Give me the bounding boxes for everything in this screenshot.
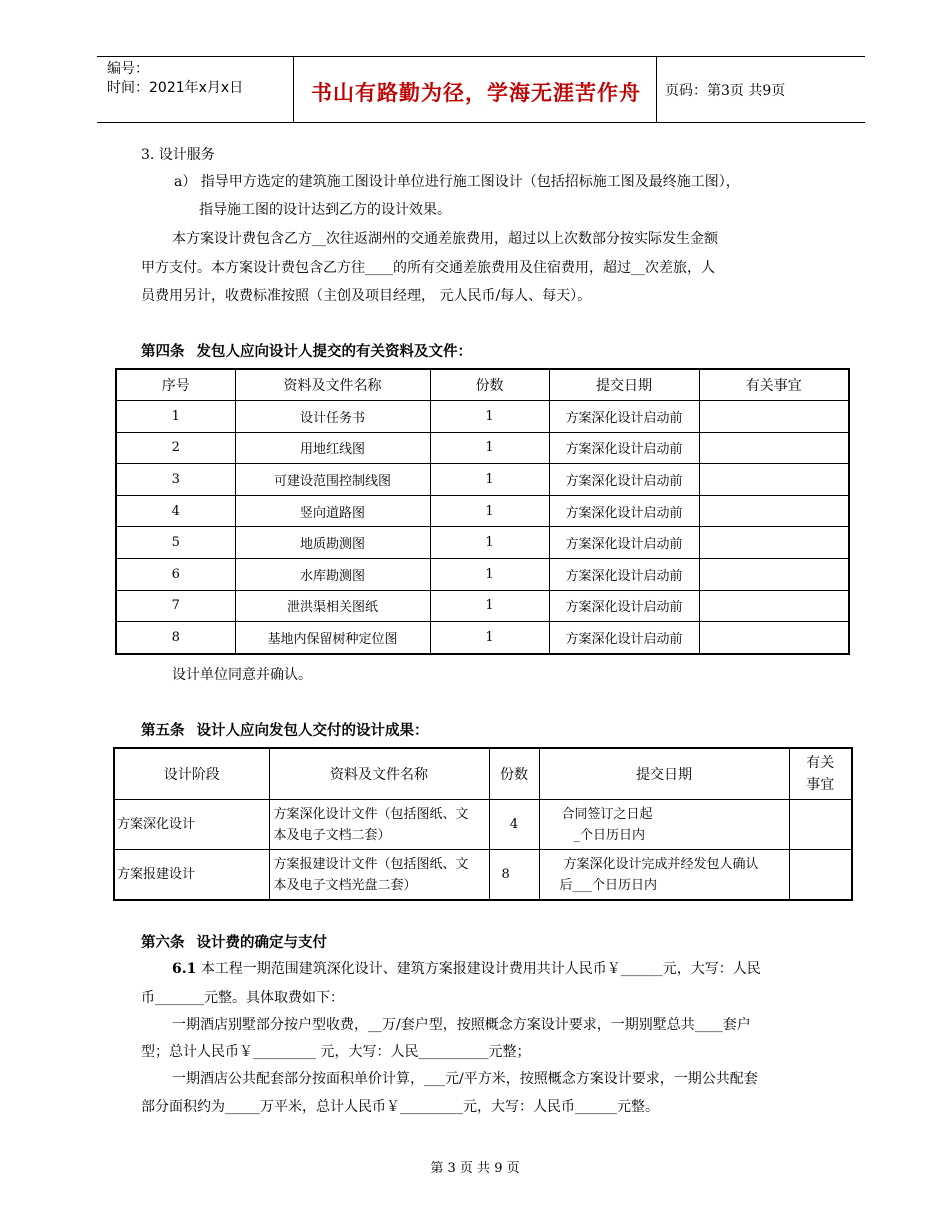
cell-copies: 8	[489, 850, 539, 901]
clause-6-1-line2: 币_______元整。具体取费如下：	[141, 990, 344, 1006]
villa-fee-line2: 型；总计人民币￥_________ 元，大写：人民__________元整；	[141, 1044, 531, 1060]
article-4-confirmation: 设计单位同意并确认。	[172, 667, 312, 683]
cell-note	[789, 850, 852, 901]
cell-name-line1: 方案报建设计文件（包括图纸、文	[273, 856, 469, 872]
section-3-item-a-line2: 指导施工图的设计达到乙方的设计效果。	[199, 202, 451, 218]
cell-date: 方案深化设计启动前	[549, 401, 699, 433]
public-fee-line2: 部分面积约为_____万平米，总计人民币￥_________元，大写：人民币______元整。	[141, 1099, 659, 1115]
cell-name	[269, 850, 489, 901]
cell-note	[699, 401, 849, 433]
cell-name: 泄洪渠相关图纸	[235, 590, 430, 622]
cell-date-line2: 后___个日历日内	[559, 877, 658, 893]
cell-name-line2: 本及电子文档二套）	[273, 827, 391, 843]
cell-no: 3	[116, 464, 235, 496]
col-header-date: 提交日期	[539, 748, 789, 800]
header-divider-right	[656, 56, 657, 122]
cell-copies: 1	[430, 401, 549, 433]
cell-copies: 1	[430, 495, 549, 527]
cell-no: 1	[116, 401, 235, 433]
cell-no: 7	[116, 590, 235, 622]
fee-paragraph-line1: 本方案设计费包含乙方__次往返湖州的交通差旅费用，超过以上次数部分按实际发生金额	[172, 231, 718, 247]
cell-date: 方案深化设计启动前	[549, 464, 699, 496]
cell-copies: 1	[430, 432, 549, 464]
cell-copies: 1	[430, 590, 549, 622]
col-header-date: 提交日期	[549, 369, 699, 401]
table-row	[116, 590, 849, 622]
cell-date	[539, 850, 789, 901]
clause-6-1-number: 6.1	[172, 961, 197, 977]
cell-date	[539, 800, 789, 850]
table-row	[114, 800, 852, 850]
cell-note	[699, 464, 849, 496]
cell-date: 方案深化设计启动前	[549, 432, 699, 464]
article-4-label: 第四条	[141, 344, 185, 360]
col-header-stage: 设计阶段	[114, 748, 269, 800]
cell-stage: 方案深化设计	[114, 800, 269, 850]
article-4-table	[115, 368, 850, 655]
cell-copies: 1	[430, 464, 549, 496]
col-header-copies: 份数	[489, 748, 539, 800]
table-row	[116, 432, 849, 464]
col-header-name: 资料及文件名称	[269, 748, 489, 800]
header-divider-left	[293, 56, 294, 122]
villa-fee-line1: 一期酒店别墅部分按户型收费，__万/套户型，按照概念方案设计要求，一期别墅总共____套户	[172, 1017, 751, 1033]
cell-date: 方案深化设计启动前	[549, 590, 699, 622]
article-4-title: 发包人应向设计人提交的有关资料及文件：	[196, 344, 472, 360]
footer-page-number: 第 3 页 共 9 页	[430, 1161, 520, 1176]
header-code: 编号：	[107, 61, 149, 77]
cell-note	[699, 590, 849, 622]
cell-name: 地质勘测图	[235, 527, 430, 559]
cell-date-line1: 方案深化设计完成并经发包人确认	[563, 856, 759, 872]
header-bottom-rule	[97, 122, 865, 123]
cell-no: 8	[116, 622, 235, 654]
cell-note	[699, 527, 849, 559]
cell-date: 方案深化设计启动前	[549, 622, 699, 654]
cell-note	[789, 800, 852, 850]
cell-name	[269, 800, 489, 850]
table-header-row	[114, 748, 852, 800]
table-row	[116, 558, 849, 590]
header-motto: 书山有路勤为径，学海无涯苦作舟	[311, 81, 641, 105]
public-fee-line1: 一期酒店公共配套部分按面积单价计算，___元/平方米，按照概念方案设计要求，一期公共配套	[172, 1071, 758, 1087]
article-6-heading	[141, 931, 327, 952]
cell-date: 方案深化设计启动前	[549, 527, 699, 559]
section-3-title: 3. 设计服务	[141, 147, 215, 163]
table-row	[116, 622, 849, 654]
clause-6-1-text: 本工程一期范围建筑深化设计、建筑方案报建设计费用共计人民币￥______元，大写：人民	[200, 961, 761, 977]
table-row	[116, 401, 849, 433]
table-row	[116, 464, 849, 496]
col-header-name: 资料及文件名称	[235, 369, 430, 401]
article-6-label: 第六条	[141, 935, 185, 951]
cell-note	[699, 495, 849, 527]
article-5-table	[113, 747, 853, 901]
cell-copies: 1	[430, 622, 549, 654]
cell-no: 6	[116, 558, 235, 590]
cell-name-line2: 本及电子文档光盘二套）	[273, 877, 417, 893]
cell-note	[699, 622, 849, 654]
cell-name: 水库勘测图	[235, 558, 430, 590]
article-5-label: 第五条	[141, 723, 185, 739]
col-header-no: 序号	[116, 369, 235, 401]
cell-date-line2: _个日历日内	[573, 827, 646, 843]
cell-no: 5	[116, 527, 235, 559]
cell-copies: 1	[430, 558, 549, 590]
cell-no: 4	[116, 495, 235, 527]
cell-name: 竖向道路图	[235, 495, 430, 527]
fee-paragraph-line2: 甲方支付。本方案设计费包含乙方往____的所有交通差旅费用及住宿费用，超过__次差旅，人	[141, 260, 715, 276]
cell-date-line1: 合同签订之日起	[561, 806, 653, 822]
cell-name: 设计任务书	[235, 401, 430, 433]
table-row	[116, 527, 849, 559]
cell-note	[699, 558, 849, 590]
cell-date: 方案深化设计启动前	[549, 558, 699, 590]
cell-name: 基地内保留树种定位图	[235, 622, 430, 654]
table-row	[114, 850, 852, 901]
header-time: 时间：2021年x月x日	[107, 80, 244, 96]
article-5-heading	[141, 719, 429, 740]
cell-no: 2	[116, 432, 235, 464]
article-4-heading	[141, 340, 472, 361]
cell-copies: 4	[489, 800, 539, 850]
cell-stage: 方案报建设计	[114, 850, 269, 901]
col-header-note: 有关事宜	[699, 369, 849, 401]
cell-note	[699, 432, 849, 464]
table-header-row	[116, 369, 849, 401]
header-top-rule	[97, 56, 865, 57]
cell-name: 可建设范围控制线图	[235, 464, 430, 496]
clause-6-1-line1	[172, 959, 761, 979]
table-row	[116, 495, 849, 527]
cell-date: 方案深化设计启动前	[549, 495, 699, 527]
cell-name-line1: 方案深化设计文件（包括图纸、文	[273, 806, 469, 822]
article-6-title: 设计费的确定与支付	[196, 935, 327, 951]
fee-paragraph-line3: 员费用另计，收费标准按照（主创及项目经理， 元人民币/每人、每天）。	[141, 288, 592, 304]
cell-copies: 1	[430, 527, 549, 559]
cell-name: 用地红线图	[235, 432, 430, 464]
section-3-item-a-line1: a） 指导甲方选定的建筑施工图设计单位进行施工图设计（包括招标施工图及最终施工图），	[174, 174, 740, 190]
col-header-copies: 份数	[430, 369, 549, 401]
header-page-number: 页码：第3页 共9页	[665, 83, 786, 99]
article-5-title: 设计人应向发包人交付的设计成果：	[196, 723, 429, 739]
col-header-note: 有关事宜	[789, 748, 852, 800]
